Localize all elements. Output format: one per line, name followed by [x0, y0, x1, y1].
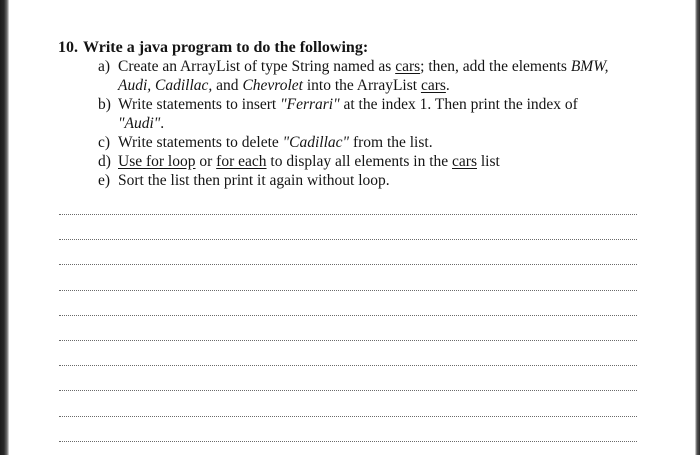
answer-line — [59, 213, 637, 215]
item-marker-d: d) — [98, 153, 111, 170]
answer-line — [59, 238, 637, 240]
cars-ref: cars — [395, 58, 421, 75]
item-e-line-1: Sort the list then print it again without loop. — [118, 172, 390, 189]
cars-ref: cars — [420, 77, 446, 94]
item-marker-e: e) — [98, 172, 111, 189]
item-d-line-1: Use for loop or for each to display all elements in the cars list — [118, 153, 500, 170]
sub-question-list — [58, 57, 648, 190]
sub-question-a — [58, 57, 648, 95]
answer-line — [59, 289, 637, 291]
item-a-line-1: Create an ArrayList of type String named as cars; then, add the elements BMW, — [118, 58, 609, 75]
question-title: Write a java program to do the following: — [83, 39, 369, 56]
sub-question-b — [58, 95, 648, 133]
sub-question-e — [58, 171, 648, 190]
photo-left-edge — [0, 0, 9, 455]
item-marker-c: c) — [98, 134, 111, 151]
question-block — [58, 38, 648, 190]
answer-line — [59, 263, 637, 265]
item-c-line-1: Write statements to delete "Cadillac" from the list. — [118, 134, 433, 151]
answer-line — [59, 364, 637, 366]
question-number: 10. — [58, 39, 78, 56]
question-heading — [58, 38, 648, 57]
answer-line — [59, 440, 637, 442]
answer-line — [59, 389, 637, 391]
answer-line — [59, 339, 637, 341]
item-marker-a: a) — [98, 58, 111, 75]
answer-line — [59, 314, 637, 316]
item-b-line-1: Write statements to insert "Ferrari" at the index 1. Then print the index of — [118, 96, 578, 113]
cars-ref: cars — [452, 153, 477, 170]
photo-right-edge — [695, 0, 700, 455]
item-a-line-2: Audi, Cadillac, and Chevrolet into the ArrayList cars. — [118, 77, 450, 94]
sub-question-c — [58, 133, 648, 152]
item-marker-b: b) — [98, 96, 111, 113]
answer-line — [59, 415, 637, 417]
answer-area — [59, 213, 637, 465]
sub-question-d — [58, 152, 648, 171]
item-b-line-2: "Audi". — [118, 115, 165, 132]
